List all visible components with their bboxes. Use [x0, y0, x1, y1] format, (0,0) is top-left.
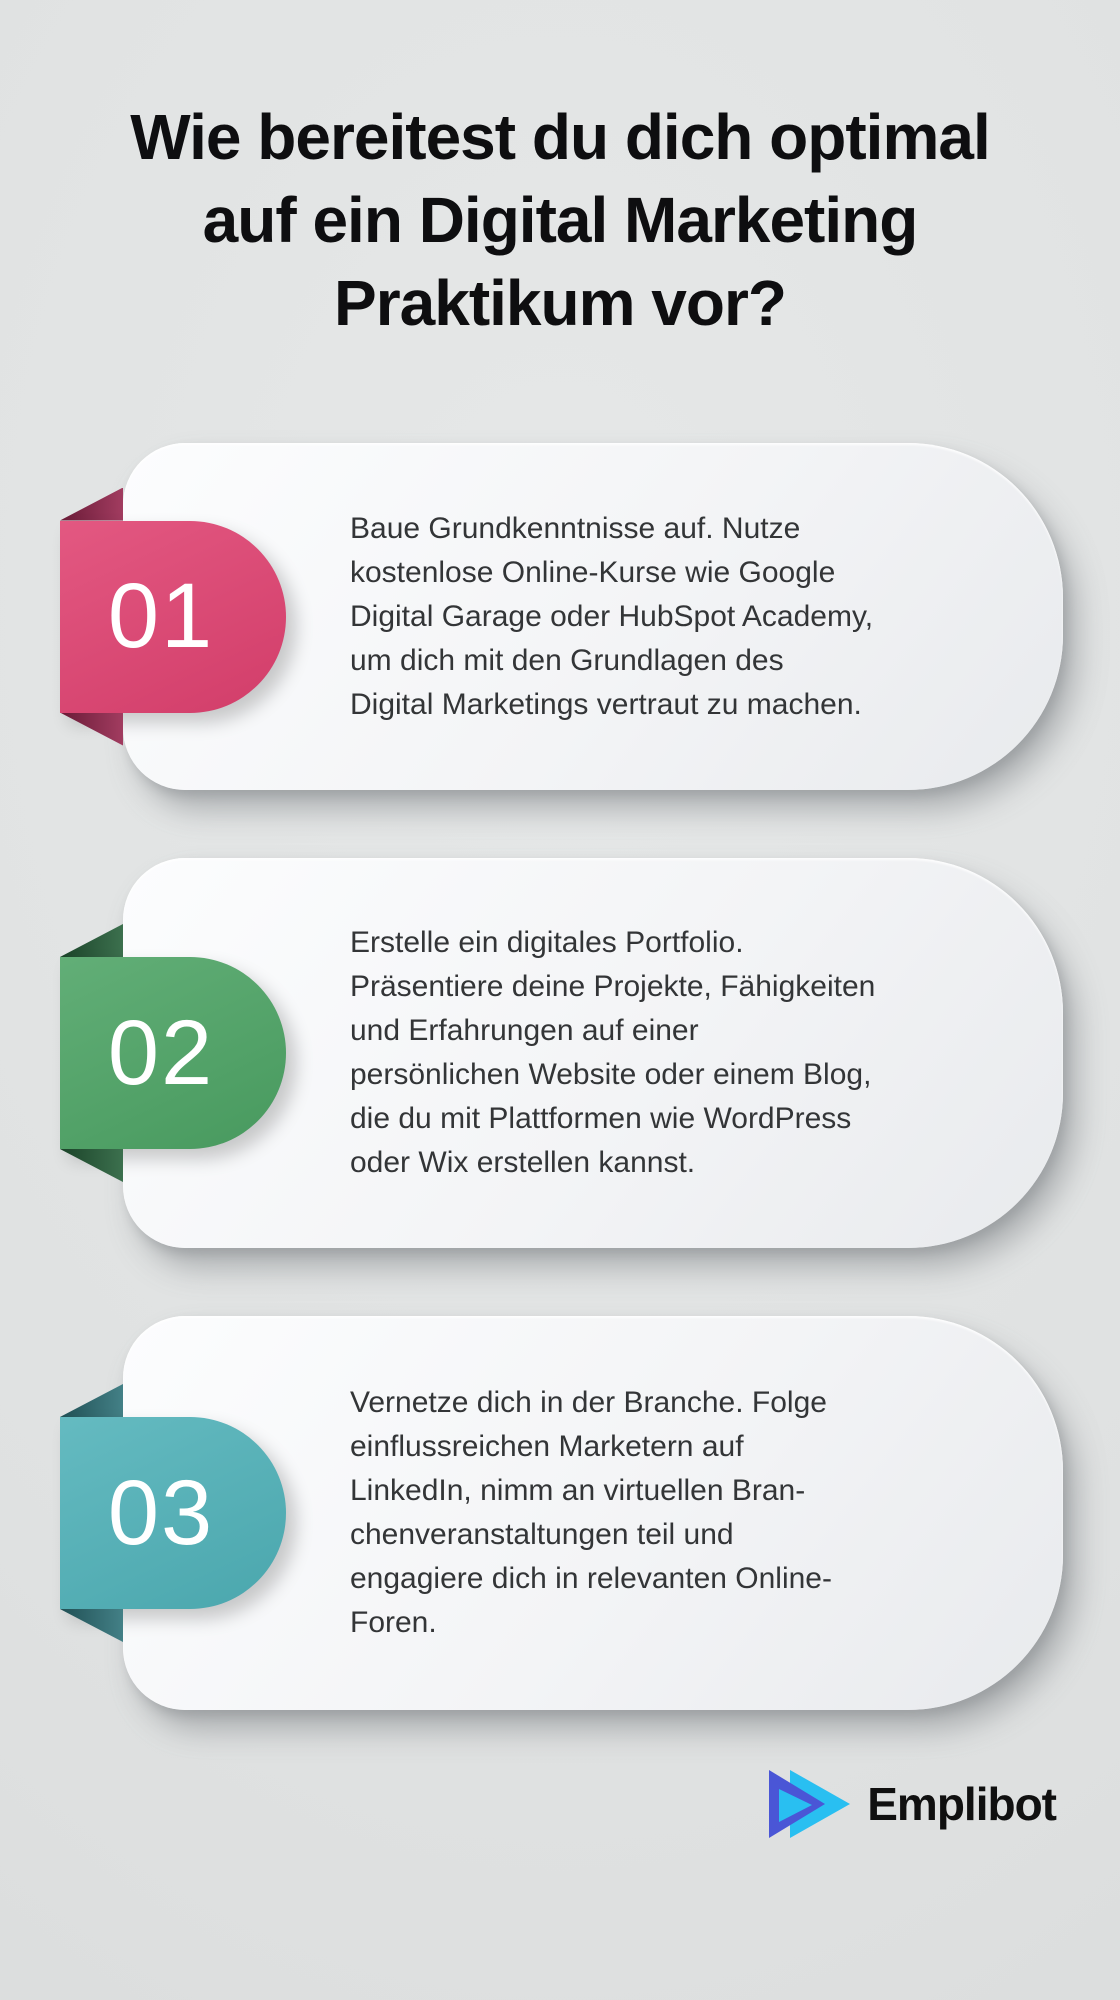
ribbon-fold-bottom — [60, 713, 123, 746]
step-badge — [60, 1417, 286, 1609]
ribbon-fold-top — [60, 924, 123, 957]
step-text: Vernetze dich in der Branche. Folge einflussreichen Marketern auf LinkedIn, nimm an virtuellen Bran- chenveranstaltungen teil und engagiere dich in relevanten Online- Foren. — [350, 1386, 832, 1639]
brand-name: Emplibot — [867, 1778, 1056, 1830]
step-text: Baue Grundkenntnisse auf. Nutze kostenlose Online-Kurse wie Google Digital Garage oder HubSpot Academy, um dich mit den Grundlagen des Digital Marketings vertraut zu machen. — [350, 511, 874, 721]
step-card-3 — [107, 1316, 1063, 1710]
logo-mark-icon — [769, 1770, 851, 1838]
ribbon-fold-bottom — [60, 1149, 123, 1182]
step-ribbon — [60, 924, 286, 1182]
step-number: 01 — [107, 565, 215, 667]
step-badge — [60, 521, 286, 713]
ribbon-fold-top — [60, 488, 123, 521]
ribbon-fold-bottom — [60, 1609, 123, 1642]
emplibot-logo — [0, 1770, 1120, 1838]
step-number: 02 — [107, 1001, 215, 1104]
step-number: 03 — [107, 1461, 215, 1564]
step-card-2 — [107, 858, 1063, 1248]
step-ribbon — [60, 488, 286, 746]
step-text: Erstelle ein digitales Portfolio. Präsentiere deine Projekte, Fähigkeiten und Erfahrungen auf einer persönlichen Website oder einem Blog, die du mit Plattformen wie WordPress oder Wix erstellen kannst. — [350, 926, 876, 1179]
step-card-1 — [107, 443, 1063, 790]
ribbon-fold-top — [60, 1384, 123, 1417]
steps-list — [0, 443, 1120, 1710]
page-title: Wie bereitest du dich optimal auf ein Digital Marketing Praktikum vor? — [130, 101, 990, 339]
step-badge — [60, 957, 286, 1149]
step-ribbon — [60, 1384, 286, 1642]
